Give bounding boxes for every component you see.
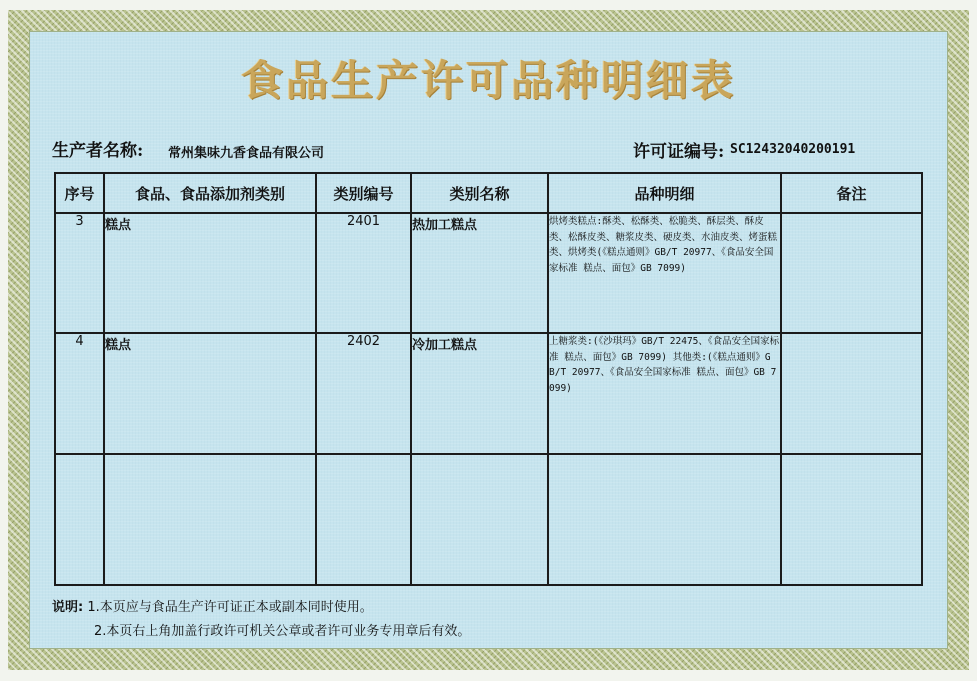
- header-detail: 品种明细: [548, 173, 781, 213]
- variety-detail-table: [54, 172, 923, 586]
- note-text-2: 2.本页右上角加盖行政许可机关公章或者许可业务专用章后有效。: [94, 624, 471, 639]
- cell-remark: [781, 213, 922, 333]
- cell-code: 2402: [316, 333, 411, 454]
- license-label: 许可证编号:: [633, 142, 725, 162]
- document-title: 食品生产许可品种明细表: [240, 56, 736, 105]
- cell-category: [104, 454, 316, 585]
- cell-name: [411, 454, 548, 585]
- note-line-2: [94, 620, 470, 639]
- cell-category: 糕点: [104, 333, 316, 454]
- cell-detail: [548, 454, 781, 585]
- cell-detail: 烘烤类糕点:酥类、松酥类、松脆类、酥层类、酥皮类、松酥皮类、糖浆皮类、硬皮类、水油皮类、烤蛋糕类、烘烤类(《糕点通则》GB/T 20977、《食品安全国家标准 糕点、面包》GB 7099): [548, 213, 781, 333]
- cell-seq: 4: [55, 333, 104, 454]
- table-row: [55, 333, 922, 454]
- producer-label: 生产者名称:: [52, 141, 144, 161]
- cell-code: [316, 454, 411, 585]
- cell-remark: [781, 454, 922, 585]
- producer-name: 常州集味九香食品有限公司: [168, 146, 325, 161]
- table-row: [55, 213, 922, 333]
- header-name: 类别名称: [411, 173, 548, 213]
- cell-code: 2401: [316, 213, 411, 333]
- table-header-row: [55, 173, 922, 213]
- note-line-1: [52, 596, 373, 615]
- cell-category: 糕点: [104, 213, 316, 333]
- cell-name: 热加工糕点: [411, 213, 548, 333]
- cell-seq: [55, 454, 104, 585]
- cell-detail: 上糖浆类:(《沙琪玛》GB/T 22475、《食品安全国家标准 糕点、面包》GB 7099) 其他类:(《糕点通则》GB/T 20977、《食品安全国家标准 糕点、面包》GB 7099): [548, 333, 781, 454]
- header-category: 食品、食品添加剂类别: [104, 173, 316, 213]
- header-remark: 备注: [781, 173, 922, 213]
- header-seq: 序号: [55, 173, 104, 213]
- note-text-1: 1.本页应与食品生产许可证正本或副本同时使用。: [87, 600, 373, 615]
- note-heading: 说明:: [52, 600, 84, 615]
- header-code: 类别编号: [316, 173, 411, 213]
- cell-name: 冷加工糕点: [411, 333, 548, 454]
- license-number: SC12432040200191: [730, 142, 856, 157]
- cell-remark: [781, 333, 922, 454]
- cell-seq: 3: [55, 213, 104, 333]
- table-row: [55, 454, 922, 585]
